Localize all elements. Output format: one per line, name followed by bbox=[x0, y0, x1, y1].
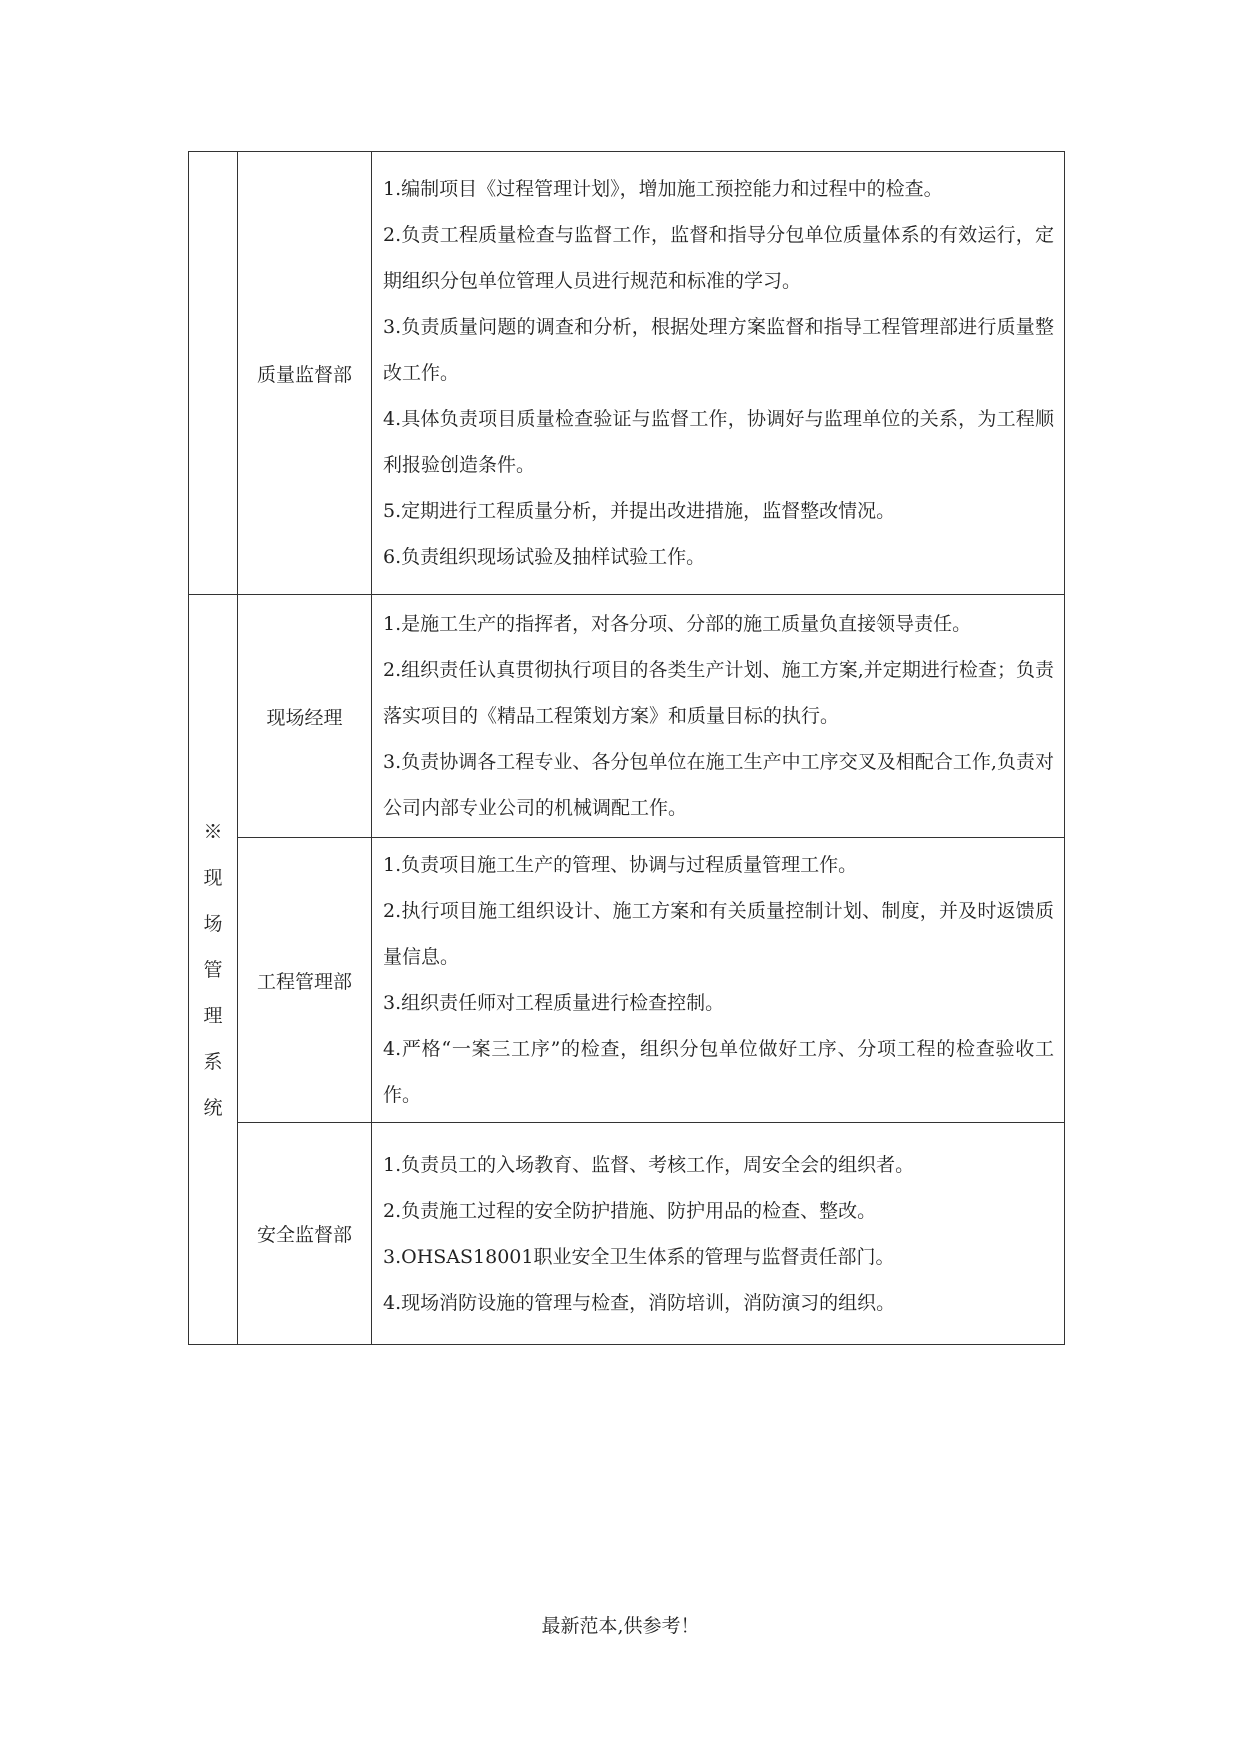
duty-item: 2.负责施工过程的安全防护措施、防护用品的检查、整改。 bbox=[383, 1199, 877, 1222]
system-cell bbox=[189, 152, 238, 595]
responsibility-table bbox=[188, 151, 1065, 1345]
system-cell bbox=[189, 595, 238, 1345]
duty-list bbox=[372, 595, 1065, 838]
duty-list bbox=[372, 152, 1065, 595]
duty-item: 1.编制项目《过程管理计划》，增加施工预控能力和过程中的检查。 bbox=[383, 178, 943, 200]
duty-item: 2.负责工程质量检查与监督工作，监督和指导分包单位质量体系的有效运行，定期组织分包单位管理人员进行规范和标准的学习。 bbox=[383, 224, 1054, 292]
table-row bbox=[189, 152, 1065, 595]
duty-item: 1.负责员工的入场教育、监督、考核工作，周安全会的组织者。 bbox=[383, 1153, 915, 1176]
duty-item: 4.具体负责项目质量检查验证与监督工作，协调好与监理单位的关系，为工程顺利报验创造条件。 bbox=[383, 408, 1054, 476]
table-row bbox=[189, 1123, 1065, 1345]
department-name: 工程管理部 bbox=[238, 838, 372, 1123]
duty-item: 3.负责协调各工程专业、各分包单位在施工生产中工序交叉及相配合工作,负责对公司内部专业公司的机械调配工作。 bbox=[383, 751, 1054, 819]
duty-list bbox=[372, 838, 1065, 1123]
duty-item: 4.严格“一案三工序”的检查，组织分包单位做好工序、分项工程的检查验收工作。 bbox=[383, 1038, 1054, 1106]
duty-item: 2.执行项目施工组织设计、施工方案和有关质量控制计划、制度，并及时返馈质量信息。 bbox=[383, 900, 1054, 968]
duty-list bbox=[372, 1123, 1065, 1345]
duty-item: 3.组织责任师对工程质量进行检查控制。 bbox=[383, 992, 725, 1014]
table-row bbox=[189, 838, 1065, 1123]
department-name: 质量监督部 bbox=[238, 152, 372, 595]
duty-item: 1.是施工生产的指挥者，对各分项、分部的施工质量负直接领导责任。 bbox=[383, 613, 972, 635]
duty-item: 1.负责项目施工生产的管理、协调与过程质量管理工作。 bbox=[383, 854, 858, 876]
system-label: ※现场管理系统 bbox=[203, 820, 223, 1119]
duty-item: 3.OHSAS18001职业安全卫生体系的管理与监督责任部门。 bbox=[383, 1245, 895, 1268]
footer-note: 最新范本,供参考！ bbox=[541, 1615, 700, 1637]
duty-item: 6.负责组织现场试验及抽样试验工作。 bbox=[383, 546, 706, 568]
table-row bbox=[189, 595, 1065, 838]
duty-item: 4.现场消防设施的管理与检查，消防培训，消防演习的组织。 bbox=[383, 1291, 896, 1314]
duty-item: 2.组织责任认真贯彻执行项目的各类生产计划、施工方案,并定期进行检查；负责落实项目的《精品工程策划方案》和质量目标的执行。 bbox=[383, 659, 1054, 727]
department-name: 安全监督部 bbox=[238, 1123, 372, 1345]
duty-item: 5.定期进行工程质量分析，并提出改进措施，监督整改情况。 bbox=[383, 500, 896, 522]
department-name: 现场经理 bbox=[238, 595, 372, 838]
duty-item: 3.负责质量问题的调查和分析，根据处理方案监督和指导工程管理部进行质量整改工作。 bbox=[383, 316, 1054, 384]
